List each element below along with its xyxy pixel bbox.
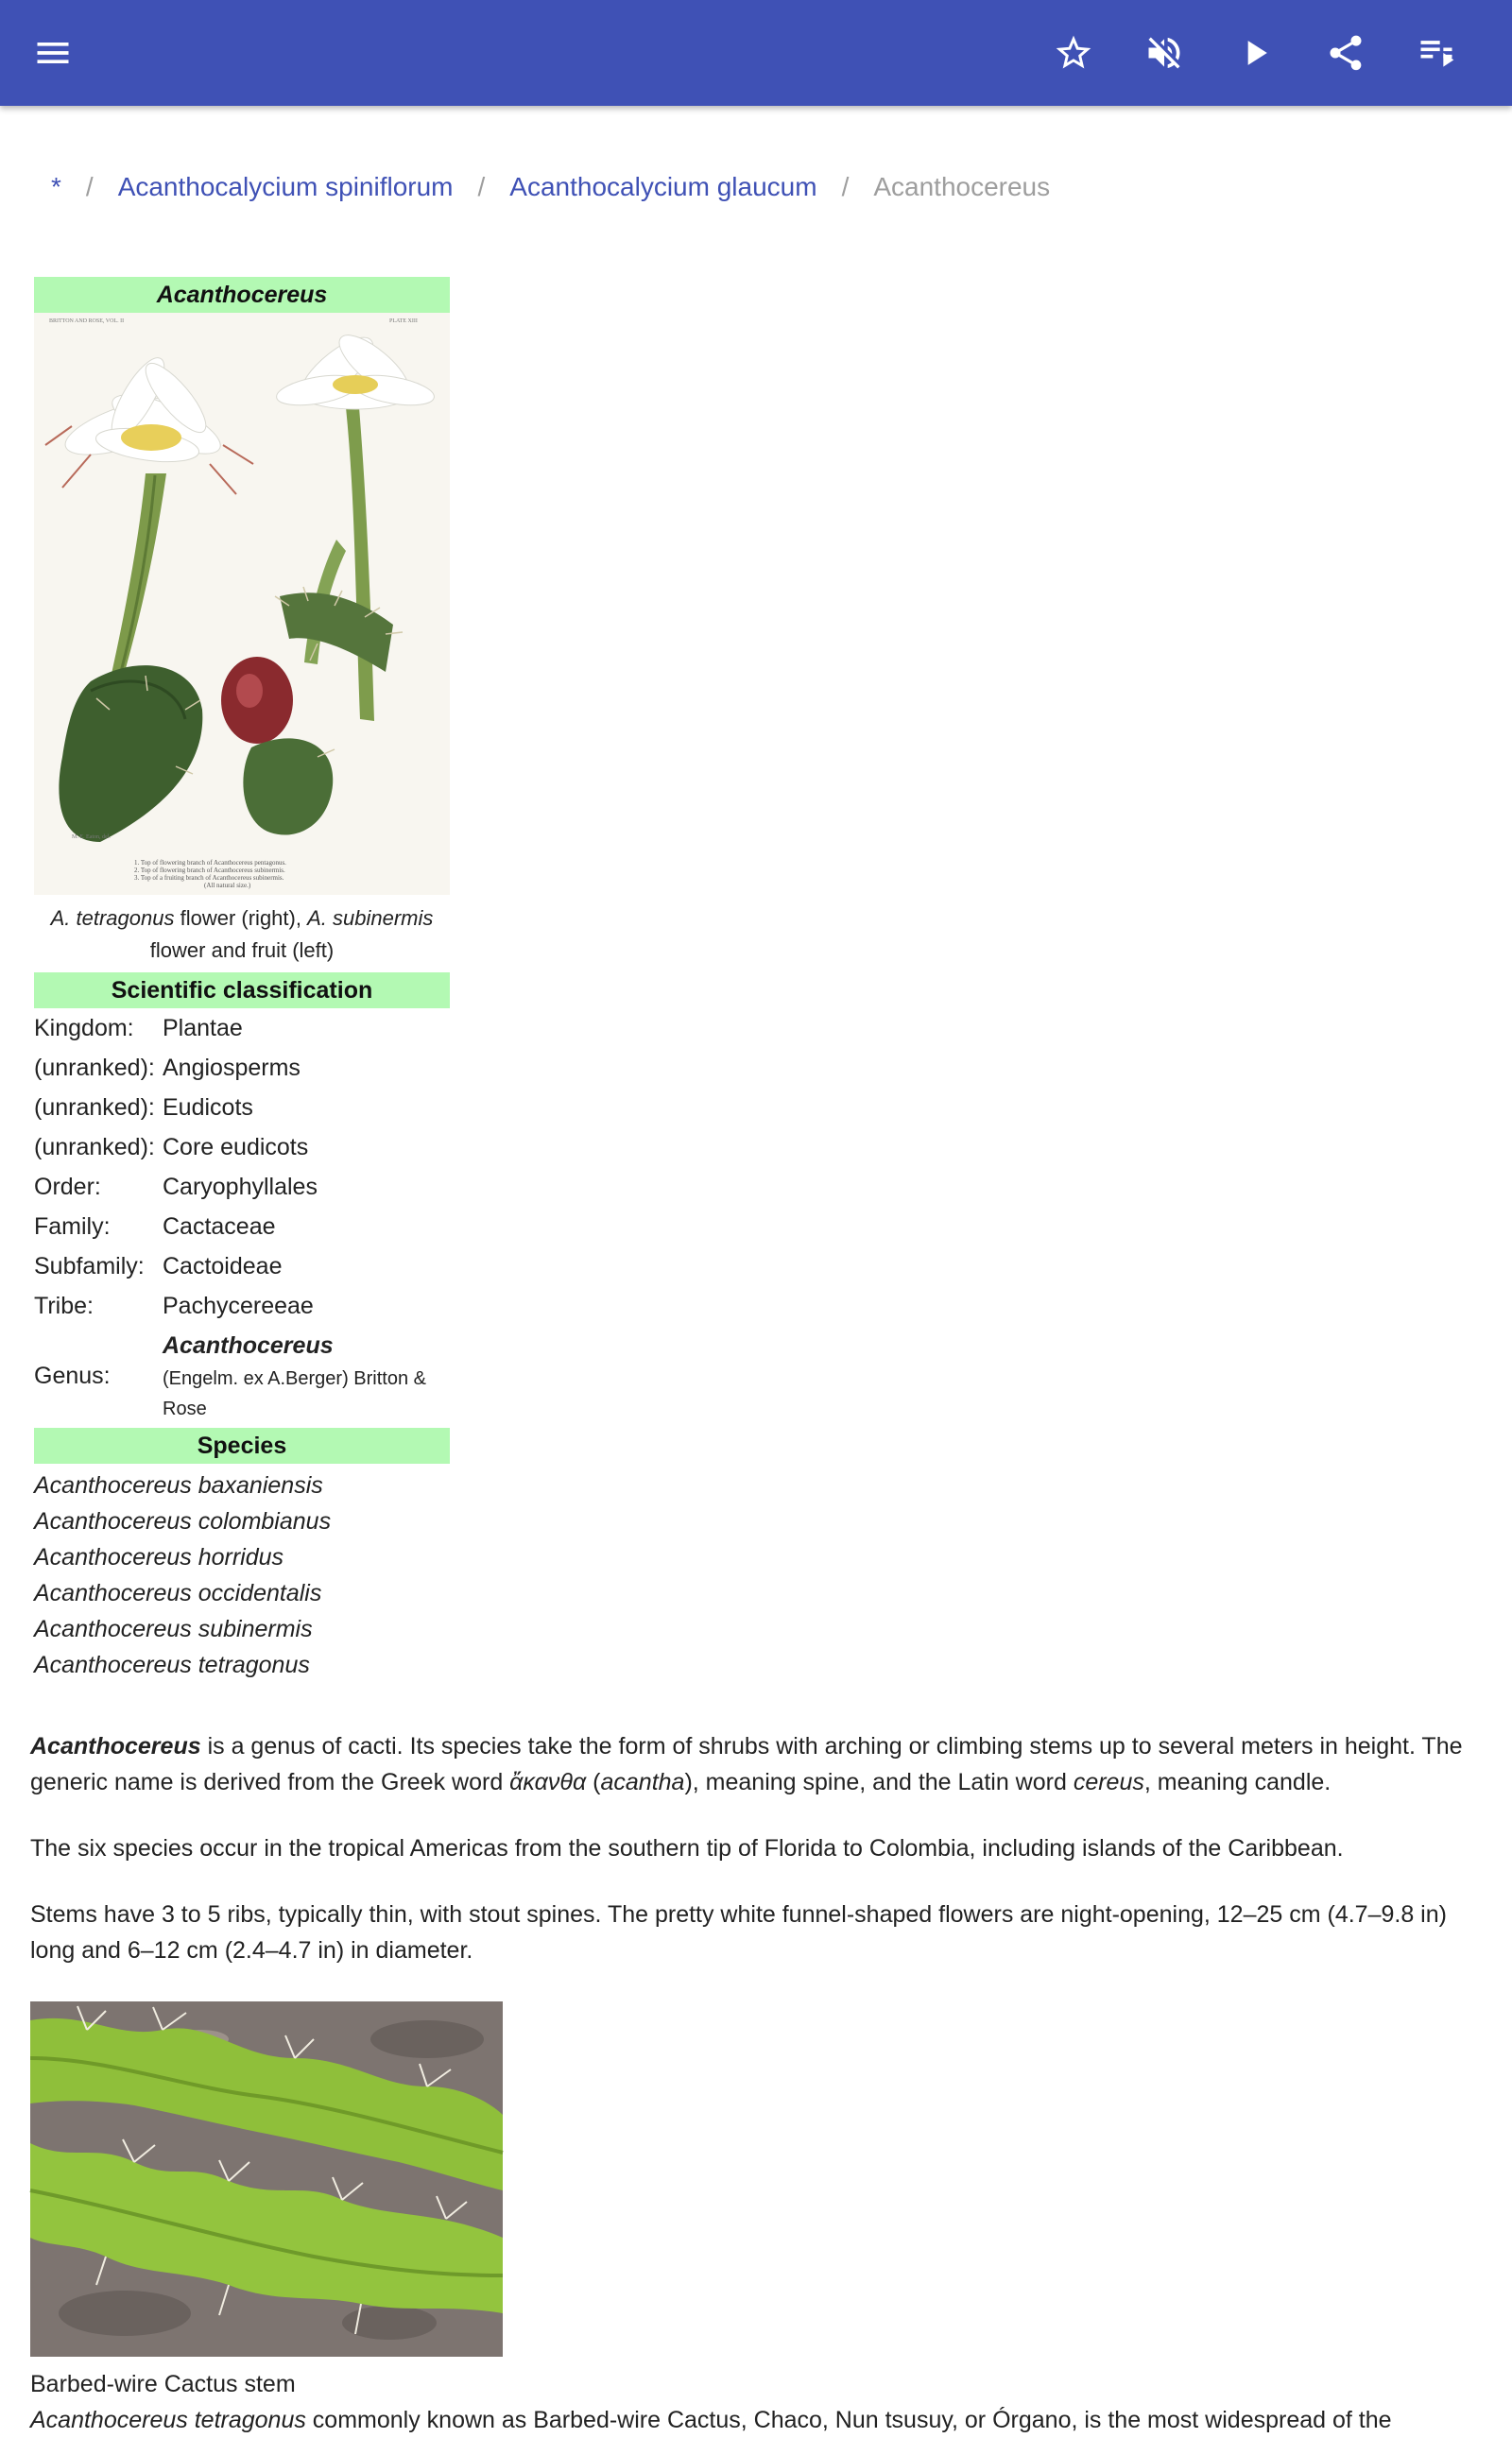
species-list [34, 1464, 450, 1683]
article-paragraph-distribution: The six species occur in the tropical Americas from the southern tip of Florida to Colombia, including islands of the Caribbean. [30, 1835, 1344, 1862]
caption-text: flower and fruit (left) [149, 938, 335, 962]
star-icon[interactable] [1045, 25, 1102, 81]
genus-authority: (Engelm. ex A.Berger) Britton & Rose [163, 1368, 427, 1419]
article-paragraph-description: Stems have 3 to 5 ribs, typically thin, with stout spines. The pretty white funnel-shaped flowers are night-opening, 12–25 cm (4.7–9.8 in) long and 6–12 cm (2.4–4.7 in) in diameter. [30, 1901, 1447, 1964]
taxobox [34, 277, 450, 1683]
classification-label: Order: [34, 1174, 101, 1200]
article-paragraph-intro [30, 1728, 1486, 1800]
caption-species-a: A. tetragonus [50, 906, 175, 930]
taxobox-image-caption [34, 895, 450, 972]
classification-row-order [34, 1167, 450, 1207]
plate-legend-line: (All natural size.) [204, 882, 251, 889]
caption-species-b: A. subinermis [307, 906, 434, 930]
plate-header-right: PLATE XIII [389, 318, 418, 324]
classification-label: Tribe: [34, 1293, 94, 1319]
paragraph-text: ), meaning spine, and the Latin word [684, 1769, 1074, 1795]
species-item[interactable]: Acanthocereus subinermis [34, 1616, 313, 1642]
plate-legend-line: 3. Top of a fruiting branch of Acanthocereus subinermis. [134, 874, 284, 882]
plate-legend-line: 2. Top of flowering branch of Acanthocereus subinermis. [134, 867, 285, 874]
paragraph-text: ( [586, 1769, 601, 1795]
barbed-wire-cactus-photo[interactable] [30, 2001, 503, 2357]
species-item[interactable]: Acanthocereus tetragonus [34, 1652, 310, 1678]
breadcrumb [51, 168, 1050, 206]
classification-value[interactable]: Eudicots [163, 1094, 253, 1121]
volume-off-icon[interactable] [1136, 25, 1193, 81]
genus-term: Acanthocereus [30, 1733, 201, 1760]
classification-value[interactable]: Angiosperms [163, 1055, 301, 1081]
classification-label: Subfamily: [34, 1253, 145, 1279]
transliteration: acantha [600, 1769, 685, 1795]
breadcrumb-current: Acanthocereus [873, 172, 1051, 201]
classification-row-genus [34, 1326, 450, 1428]
scientific-classification-header: Scientific classification [34, 972, 450, 1008]
classification-label: Family: [34, 1213, 111, 1240]
article-paragraph-species [30, 2402, 1486, 2433]
classification-label: Genus: [34, 1362, 111, 1389]
top-app-bar [0, 0, 1512, 106]
classification-value[interactable]: Plantae [163, 1015, 243, 1041]
classification-row-unranked [34, 1127, 450, 1167]
breadcrumb-link-acanthocalycium-glaucum[interactable]: Acanthocalycium glaucum [509, 172, 817, 201]
classification-row-unranked [34, 1088, 450, 1127]
classification-row-subfamily [34, 1246, 450, 1286]
botanical-plate-illustration [34, 313, 450, 895]
paragraph-text: is a genus of cacti. Its species take the form of shrubs with arching or climbing stems up to several meters in height. The generic name is derived from the Greek word [30, 1733, 1463, 1795]
species-item[interactable]: Acanthocereus horridus [34, 1544, 284, 1571]
classification-row-family [34, 1207, 450, 1246]
paragraph-text: , meaning candle. [1143, 1769, 1332, 1795]
classification-value[interactable]: Pachycereeae [163, 1293, 314, 1319]
species-item[interactable]: Acanthocereus occidentalis [34, 1580, 322, 1606]
greek-word: ἄκανθα [509, 1769, 587, 1795]
paragraph-text: commonly known as Barbed-wire Cactus, Chaco, Nun tsusuy, or Órgano, is the most widespread of the [305, 2407, 1392, 2433]
classification-value[interactable]: Core eudicots [163, 1134, 309, 1160]
species-item[interactable]: Acanthocereus baxaniensis [34, 1472, 323, 1499]
species-item[interactable]: Acanthocereus colombianus [34, 1508, 332, 1535]
genus-value [163, 1328, 450, 1424]
breadcrumb-home-link[interactable]: * [51, 172, 61, 201]
latin-word: cereus [1073, 1769, 1144, 1795]
cactus-stem-photo-illustration [30, 2001, 503, 2357]
plate-artist-signature: M. E. Eaton, del. [72, 834, 111, 840]
caption-text: flower (right), [174, 906, 308, 930]
classification-label: (unranked): [34, 1134, 155, 1160]
photo-caption: Barbed-wire Cactus stem [30, 2371, 296, 2397]
species-term: Acanthocereus tetragonus [30, 2407, 306, 2433]
classification-row-tribe [34, 1286, 450, 1326]
classification-label: (unranked): [34, 1055, 155, 1081]
classification-value[interactable]: Cactaceae [163, 1213, 276, 1240]
classification-row-unranked [34, 1048, 450, 1088]
breadcrumb-link-acanthocalycium-spiniflorum[interactable]: Acanthocalycium spiniflorum [117, 172, 454, 201]
classification-label: Kingdom: [34, 1015, 134, 1041]
classification-label: (unranked): [34, 1094, 155, 1121]
breadcrumb-separator: / [477, 172, 486, 201]
breadcrumb-separator: / [841, 172, 850, 201]
genus-name: Acanthocereus [163, 1332, 334, 1359]
breadcrumb-separator: / [85, 172, 94, 201]
classification-value[interactable]: Caryophyllales [163, 1174, 318, 1200]
menu-icon[interactable] [25, 25, 81, 81]
classification-value[interactable]: Cactoideae [163, 1253, 283, 1279]
botanical-plate-image[interactable] [34, 313, 450, 895]
playlist-icon[interactable] [1408, 25, 1465, 81]
plate-legend-line: 1. Top of flowering branch of Acanthocereus pentagonus. [134, 859, 286, 867]
taxobox-title: Acanthocereus [34, 277, 450, 313]
classification-row-kingdom [34, 1008, 450, 1048]
plate-header-left: BRITTON AND ROSE, VOL. II [49, 318, 125, 324]
share-icon[interactable] [1317, 25, 1374, 81]
species-header: Species [34, 1428, 450, 1464]
play-icon[interactable] [1227, 25, 1283, 81]
